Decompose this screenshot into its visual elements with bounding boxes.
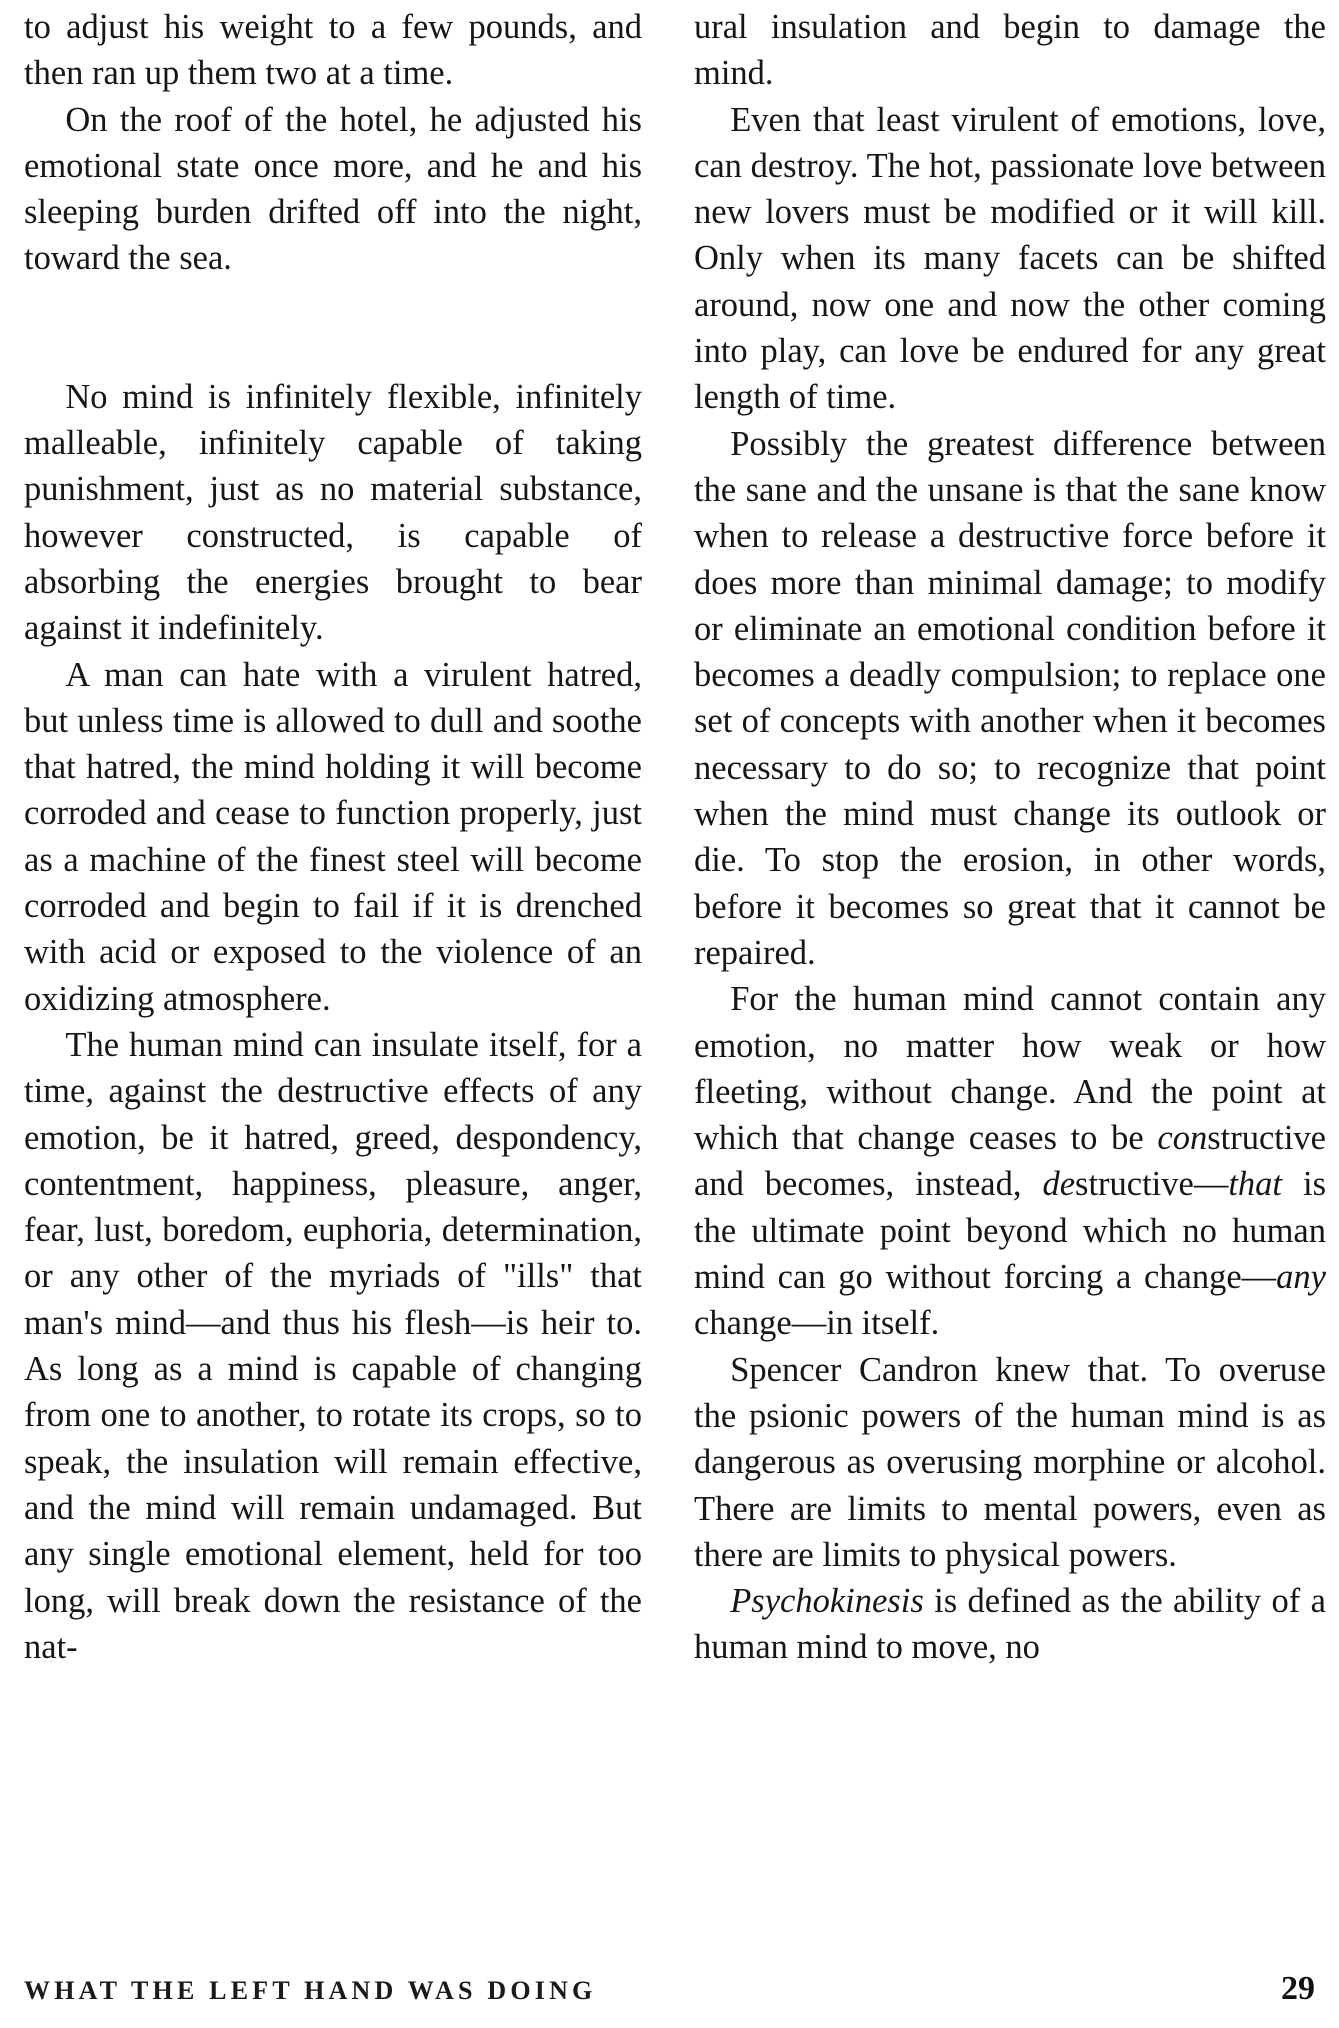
text-run: is the ultimate point beyond which no human mind can go without forcing a change— xyxy=(694,1165,1326,1297)
emphasis: any xyxy=(1276,1258,1326,1297)
paragraph: A man can hate with a virulent hatred, but unless time is allowed to dull and soothe that hatred, the mind holding it will become corroded and cease to function properly, just as a machine of the finest steel will become corroded and begin to fail if it is drenched with acid or exposed to the violence of an oxidizing atmosphere. xyxy=(24,655,642,1018)
text-run: is defined as the ability of a human mind to move, no xyxy=(694,1582,1326,1667)
paragraph xyxy=(694,976,1326,1346)
page-footer xyxy=(24,1970,1315,2010)
paragraph: to adjust his weight to a few pounds, and then ran up them two at a time. xyxy=(24,8,642,93)
right-column xyxy=(694,4,1326,1671)
paragraph: Possibly the greatest difference between the sane and the unsane is that the sane know when to release a destructive force before it does more than minimal damage; to modify or eliminate an emotional condition before it becomes a deadly compulsion; to replace one set of concepts with another when it becomes necessary to do so; to recognize that point when the mind must change its outlook or die. To stop the erosion, in other words, before it becomes so great that it cannot be repaired. xyxy=(694,424,1326,972)
text-run: change—in itself. xyxy=(694,1304,940,1343)
text-run: structive and becomes, instead, xyxy=(694,1119,1326,1204)
paragraph: Spencer Candron knew that. To overuse the psionic powers of the human mind is as dangerous as overusing morphine or alcohol. There are limits to mental powers, even as there are limits to physical powers. xyxy=(694,1350,1326,1574)
running-head: WHAT THE LEFT HAND WAS DOING xyxy=(24,1976,597,2005)
text-run: structive— xyxy=(1075,1165,1229,1204)
paragraph: Even that least virulent of emotions, love, can destroy. The hot, passionate love between new lovers must be modified or it will kill. Only when its many facets can be shifted around, now one and now the other coming into play, can love be endured for any great length of time. xyxy=(694,100,1326,417)
emphasis: Psychokinesis xyxy=(730,1582,924,1621)
paragraph xyxy=(694,1578,1326,1671)
emphasis: that xyxy=(1228,1165,1282,1204)
paragraph: The human mind can insulate itself, for a time, against the destructive effects of any emotion, be it hatred, greed, despondency, contentment, happiness, pleasure, anger, fear, lust, boredom, euphoria, determination, or any other of the myriads of "ills" that man's mind—and thus his flesh—is heir to. As long as a mind is capable of changing from one to another, to rotate its crops, so to speak, the insulation will remain effective, and the mind will remain undamaged. But any single emotional element, held for too long, will break down the resistance of the nat- xyxy=(24,1025,642,1666)
emphasis: de xyxy=(1042,1165,1076,1204)
page-number: 29 xyxy=(1281,1970,1315,2007)
text-run: For the human mind cannot contain any emotion, no matter how weak or how fleeting, without change. And the point at which that change ceases to be xyxy=(694,980,1326,1158)
paragraph: On the roof of the hotel, he adjusted his emotional state once more, and he and his sleeping burden drifted off into the night, toward the sea. xyxy=(24,100,642,278)
paragraph: ural insulation and begin to damage the mind. xyxy=(694,8,1326,93)
emphasis: con xyxy=(1157,1119,1208,1158)
left-column xyxy=(24,4,642,1670)
section-opening-paragraph: No mind is infinitely flexible, infinitely malleable, infinitely capable of taking punishment, just as no material substance, however constructed, is capable of absorbing the energies brought to bear against it indefinitely. xyxy=(24,377,642,648)
